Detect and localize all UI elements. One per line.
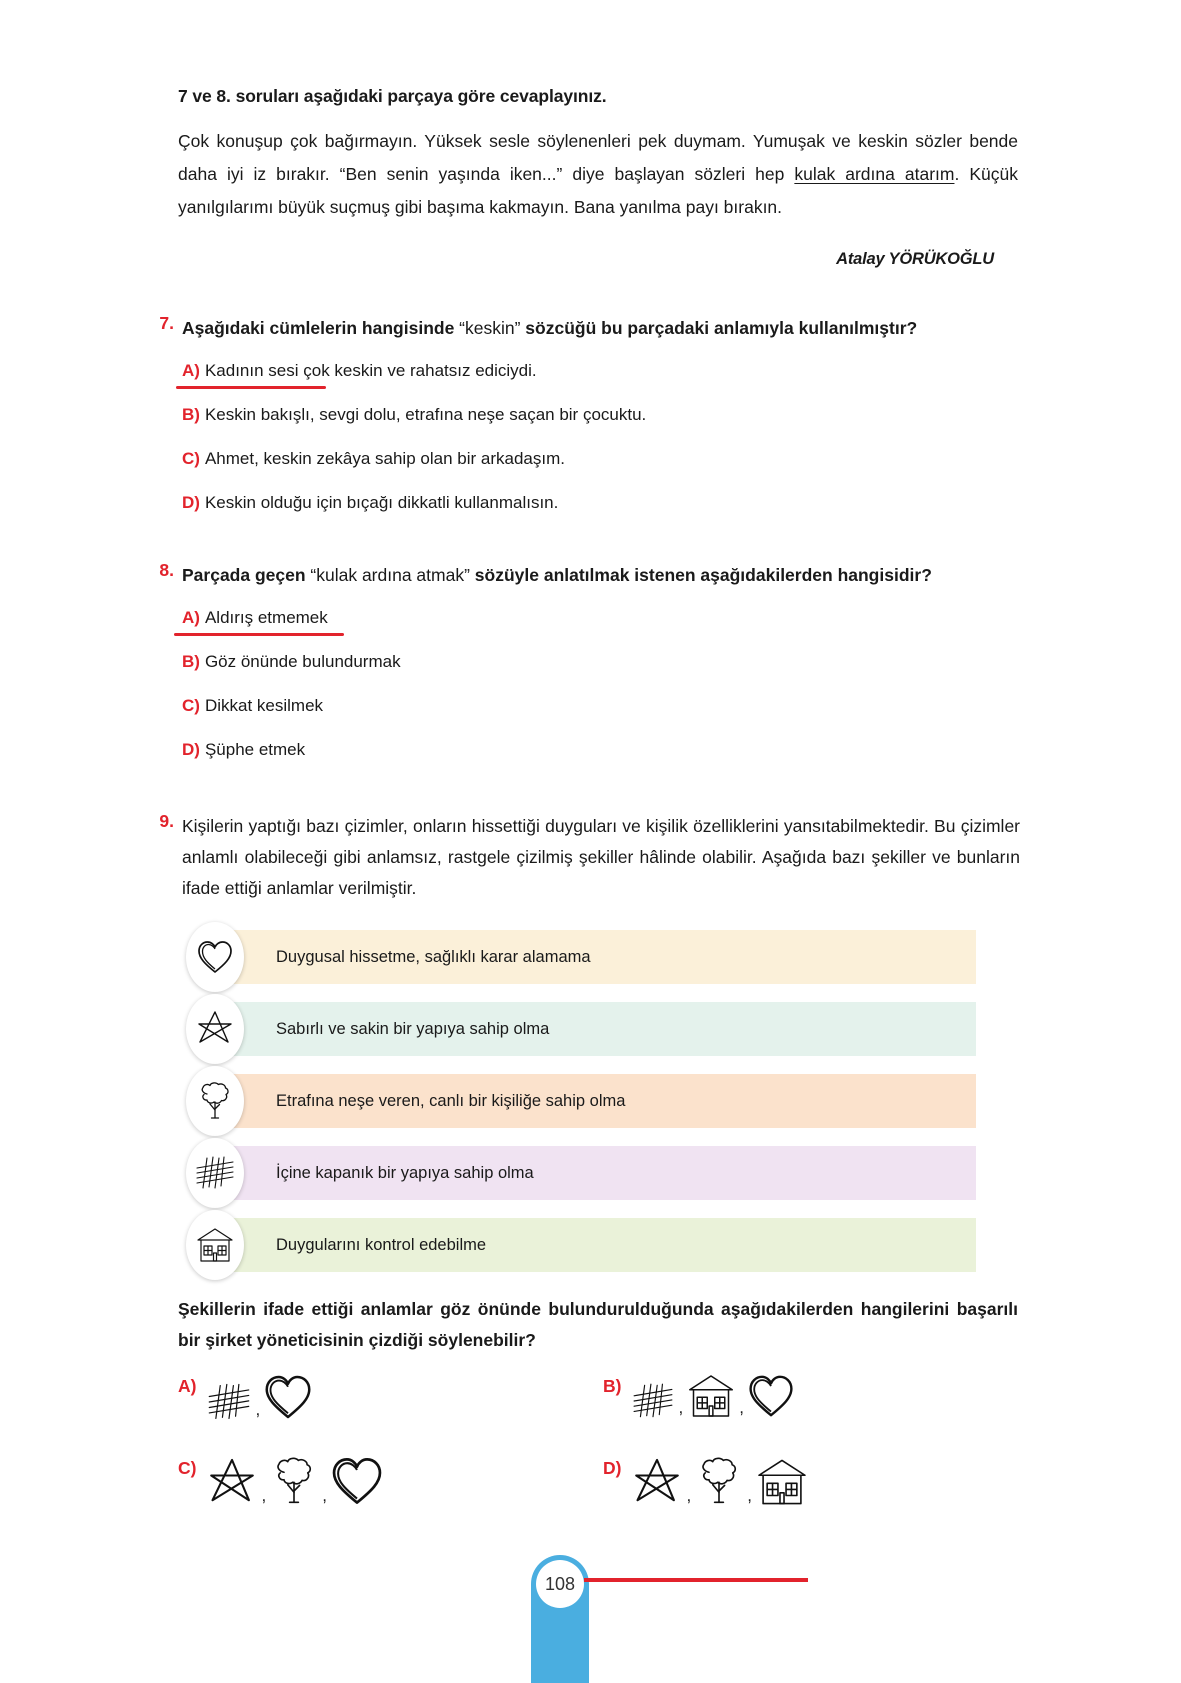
option-8-c-text: Dikkat kesilmek bbox=[204, 696, 324, 715]
shape-row-label: Etrafına neşe veren, canlı bir kişiliğe sahip olma bbox=[276, 1091, 626, 1110]
tree-icon bbox=[269, 1454, 319, 1508]
option-8-c[interactable] bbox=[182, 693, 1020, 719]
question-7 bbox=[152, 313, 1020, 516]
red-underline-mark bbox=[174, 633, 344, 637]
shape-row-bar bbox=[214, 930, 976, 984]
question-8-stem-bold-a: Parçada geçen bbox=[182, 565, 311, 585]
passage-underlined-phrase: kulak ardına atarım bbox=[794, 164, 955, 184]
reading-passage bbox=[178, 125, 1018, 224]
answer-option-d-shapes bbox=[631, 1454, 808, 1508]
shape-row-label: Sabırlı ve sakin bir yapıya sahip olma bbox=[276, 1019, 550, 1038]
shape-separator: , bbox=[255, 1400, 261, 1419]
answer-option-c-shapes bbox=[206, 1454, 383, 1508]
question-7-number: 7. bbox=[159, 313, 174, 333]
option-7-d-text: Keskin olduğu için bıçağı dikkatli kullanmalısın. bbox=[204, 493, 559, 512]
shape-meaning-row bbox=[186, 1074, 976, 1128]
option-7-b-letter: B) bbox=[182, 405, 200, 424]
question-8-stem-quoted: “kulak ardına atmak” bbox=[310, 565, 470, 585]
option-7-c-letter: C) bbox=[182, 449, 200, 468]
option-7-b[interactable] bbox=[182, 402, 1020, 428]
answer-option-a-letter: A) bbox=[178, 1376, 197, 1396]
question-8-stem bbox=[182, 560, 1020, 591]
shape-separator: , bbox=[747, 1486, 752, 1505]
heart-icon bbox=[263, 1372, 313, 1422]
shape-separator: , bbox=[686, 1486, 692, 1505]
shape-meaning-list bbox=[186, 930, 976, 1272]
shape-separator: , bbox=[739, 1398, 744, 1417]
option-7-a[interactable] bbox=[182, 358, 1020, 384]
answer-option-b[interactable] bbox=[603, 1372, 795, 1420]
shape-row-label: İçine kapanık bir yapıya sahip olma bbox=[276, 1163, 534, 1182]
scribble-icon bbox=[206, 1382, 252, 1422]
star-icon bbox=[206, 1456, 258, 1508]
footer-red-rule bbox=[584, 1578, 808, 1582]
shape-meaning-row bbox=[186, 1002, 976, 1056]
option-8-d-text: Şüphe etmek bbox=[204, 740, 306, 759]
passage-text-part2: . Küçük yanılgılarımı büyük suçmuş gibi başıma kakmayın. Bana yanılma payı bırakın. bbox=[178, 164, 1018, 217]
question-7-stem-quoted: “keskin” bbox=[459, 318, 521, 338]
star-icon bbox=[186, 994, 244, 1064]
shape-row-label: Duygusal hissetme, sağlıklı karar alamama bbox=[276, 947, 591, 966]
scribble-icon bbox=[631, 1382, 675, 1420]
question-9-answers bbox=[178, 1372, 1018, 1542]
answer-option-b-shapes bbox=[631, 1372, 794, 1420]
answer-option-c[interactable] bbox=[178, 1454, 384, 1508]
tree-icon bbox=[186, 1066, 244, 1136]
question-8 bbox=[152, 560, 1020, 763]
option-7-c[interactable] bbox=[182, 446, 1020, 472]
shape-row-bar bbox=[214, 1002, 976, 1056]
question-9-stem: Kişilerin yaptığı bazı çizimler, onların hissettiği duyguları ve kişilik özelliklerini yansıtabilmektedir. Bu çizimler anlamlı olabileceği gibi anlamsız, rastgele çizilmiş şekiller hâlinde olabilir. Aşağıda bazı şekiller ve bunların ifade ettiği anlamlar verilmiştir. bbox=[182, 816, 1020, 898]
option-7-d-letter: D) bbox=[182, 493, 200, 512]
answer-option-d-letter: D) bbox=[603, 1458, 622, 1478]
answer-option-a[interactable] bbox=[178, 1372, 313, 1422]
shape-row-bar bbox=[214, 1146, 976, 1200]
option-7-c-text: Ahmet, keskin zekâya sahip olan bir arkadaşım. bbox=[204, 449, 565, 468]
option-7-a-marked bbox=[182, 358, 205, 384]
shape-row-bar bbox=[214, 1218, 976, 1272]
question-8-options bbox=[182, 605, 1020, 763]
question-7-stem bbox=[182, 313, 1020, 344]
question-7-options bbox=[182, 358, 1020, 516]
heart-icon bbox=[747, 1372, 795, 1420]
answer-option-d[interactable] bbox=[603, 1454, 809, 1508]
shape-separator: , bbox=[678, 1398, 684, 1417]
intro-heading: 7 ve 8. soruları aşağıdaki parçaya göre cevaplayınız. bbox=[178, 86, 607, 106]
house-icon bbox=[755, 1456, 809, 1508]
house-icon bbox=[186, 1210, 244, 1280]
shape-meaning-row bbox=[186, 1218, 976, 1272]
house-icon bbox=[686, 1372, 736, 1420]
question-7-stem-bold-a: Aşağıdaki cümlelerin hangisinde bbox=[182, 318, 460, 338]
option-8-a-letter: A) bbox=[182, 608, 200, 627]
shape-row-label: Duygularını kontrol edebilme bbox=[276, 1235, 487, 1254]
option-8-a-text: Aldırış etmemek bbox=[204, 608, 328, 627]
scribble-icon bbox=[186, 1138, 244, 1208]
option-8-d-letter: D) bbox=[182, 740, 200, 759]
star-icon bbox=[631, 1456, 683, 1508]
option-8-a-marked bbox=[182, 605, 328, 631]
option-8-d[interactable] bbox=[182, 737, 1020, 763]
answer-option-b-letter: B) bbox=[603, 1376, 622, 1396]
shape-meaning-row bbox=[186, 1146, 976, 1200]
page-number: 108 bbox=[536, 1560, 584, 1608]
option-8-c-letter: C) bbox=[182, 696, 200, 715]
heart-icon bbox=[186, 922, 244, 992]
page-content bbox=[152, 86, 1020, 1542]
option-7-d[interactable] bbox=[182, 490, 1020, 516]
question-9-number: 9. bbox=[159, 811, 174, 831]
shape-separator: , bbox=[322, 1486, 327, 1505]
page-number-tab bbox=[531, 1555, 589, 1683]
question-7-stem-bold-b: sözcüğü bu parçadaki anlamıyla kullanılmıştır? bbox=[520, 318, 918, 338]
shape-meaning-row bbox=[186, 930, 976, 984]
heart-icon bbox=[330, 1454, 384, 1508]
answer-option-c-letter: C) bbox=[178, 1458, 197, 1478]
option-8-a[interactable] bbox=[182, 605, 1020, 631]
option-7-a-text: Kadının sesi çok keskin ve rahatsız ediciydi. bbox=[204, 361, 537, 380]
option-8-b-letter: B) bbox=[182, 652, 200, 671]
shape-separator: , bbox=[261, 1486, 267, 1505]
question-9-final-prompt: Şekillerin ifade ettiği anlamlar göz önünde bulundurulduğunda aşağıdakilerden hangilerini başarılı bir şirket yöneticisinin çizdiği söylenebilir? bbox=[178, 1299, 1018, 1350]
option-8-b-text: Göz önünde bulundurmak bbox=[204, 652, 401, 671]
shape-row-bar bbox=[214, 1074, 976, 1128]
question-8-number: 8. bbox=[159, 560, 174, 580]
passage-text-part1: Çok konuşup çok bağırmayın. Yüksek sesle söylenenleri pek duymam. Yumuşak ve keskin sözler bende daha iyi iz bırakır. “Ben senin yaşında iken...” diye başlayan sözleri hep bbox=[178, 131, 1018, 184]
option-8-b[interactable] bbox=[182, 649, 1020, 675]
tree-icon bbox=[694, 1454, 744, 1508]
question-9 bbox=[152, 811, 1020, 1542]
option-7-a-letter: A) bbox=[182, 361, 200, 380]
red-underline-mark bbox=[176, 386, 326, 390]
option-7-b-text: Keskin bakışlı, sevgi dolu, etrafına neşe saçan bir çocuktu. bbox=[204, 405, 647, 424]
passage-attribution: Atalay YÖRÜKOĞLU bbox=[836, 250, 994, 268]
answer-option-a-shapes bbox=[206, 1372, 313, 1422]
question-8-stem-bold-b: sözüyle anlatılmak istenen aşağıdakilerden hangisidir? bbox=[469, 565, 932, 585]
